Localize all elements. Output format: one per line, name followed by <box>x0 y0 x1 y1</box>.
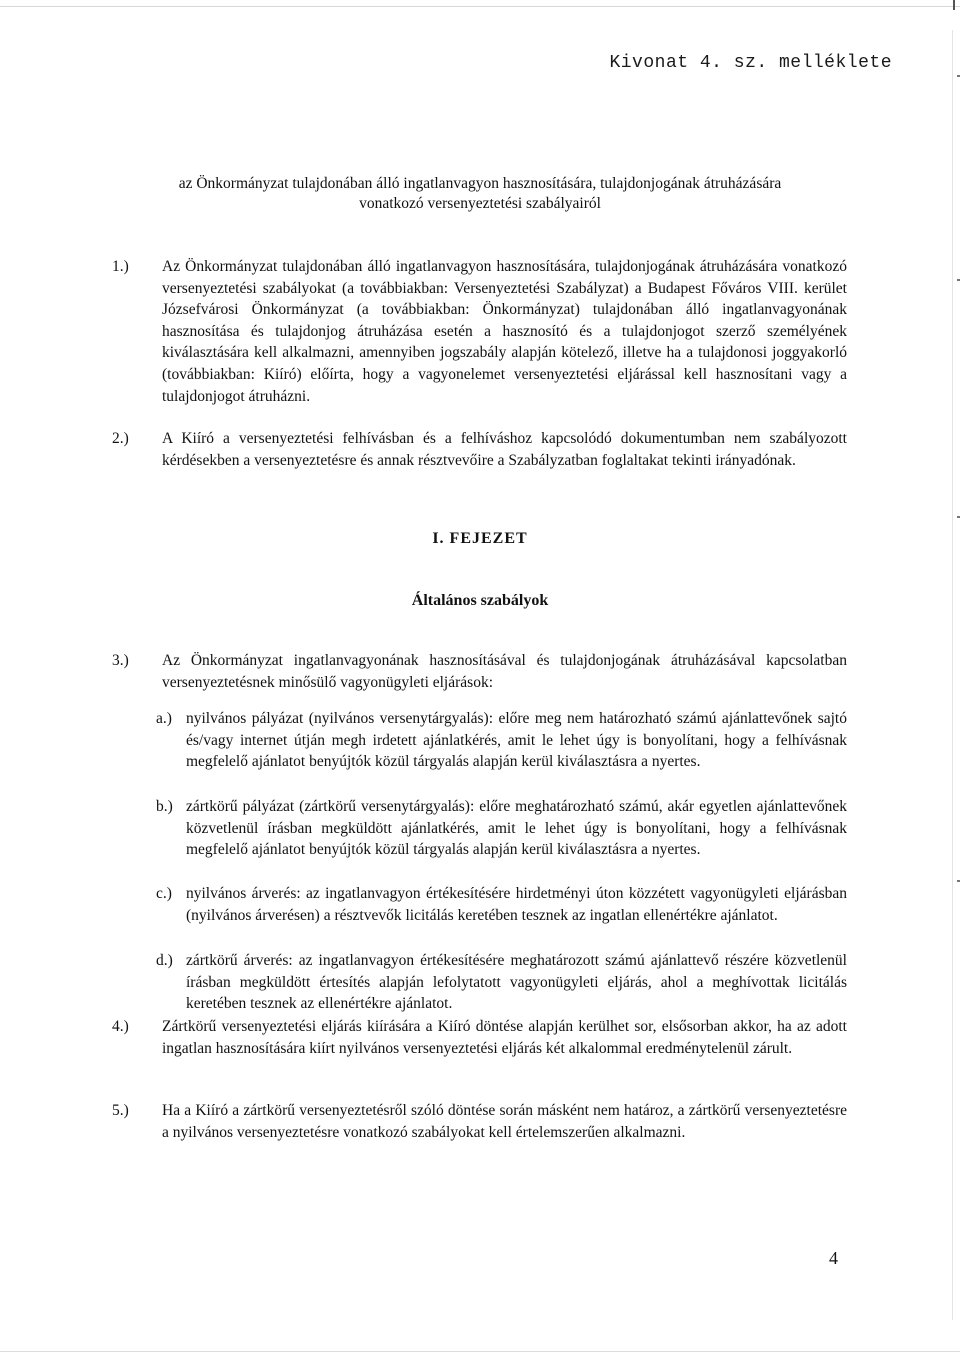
scan-edge-right <box>952 30 953 1320</box>
list-item-label: b.) <box>156 798 173 815</box>
section-text: Zártkörű versenyeztetési eljárás kiírására a Kiíró döntése alapján kerülhet sor, elsősorban akkor, ha az adott ingatlan hasznosítására kiírt nyilvános versenyeztetési eljárás két alkalommal eredménytelenül zárult. <box>162 1018 847 1057</box>
section-number: 3.) <box>112 652 129 669</box>
list-item-text: zártkörű árverés: az ingatlanvagyon értékesítésére meghatározott számú ajánlattevő részére közvetlenül írásban megküldött értesítés alapján lefolytatott vagyonügyleti eljárás, ahol a meghívottak licitálás keretében tesznek az ellenértékre ajánlatot. <box>186 952 847 1013</box>
scan-edge-bottom <box>0 1351 960 1352</box>
list-item-text: nyilvános pályázat (nyilvános versenytárgyalás): előre meg nem határozható számú ajánlattevőnek sajtó és/vagy internet útján megh irdetett ajánlatkérés, amit le lehet úgy is bonyolítani, hogy a felhívásnak megfelelő ajánlatot benyújtók közül tárgyalás alapján kerül kiválasztásra a nyertes. <box>186 710 847 771</box>
section-text: Az Önkormányzat tulajdonában álló ingatlanvagyon hasznosítására, tulajdonjogának átruházására vonatkozó versenyeztetési szabályokat (a továbbiakban: Versenyeztetési Szabályzat) a Budapest Főváros VIII. kerület Józsefvárosi Önkormányzat (a továbbiakban: Önkormányzat) tulajdonában álló ingatlanvagyonának hasznosítása és tulajdonjog átruházása esetén a hasznosító és a tulajdonjogot szerző személyének kiválasztására kell alkalmazni, amennyiben jogszabály alapján kötelező, illetve ha a tulajdonosi joggyakorló (továbbiakban: Kiíró) előírta, hogy a vagyonelemet versenyeztetési eljárással kell hasznosítani vagy a tulajdonjogot átruházni. <box>162 258 847 405</box>
document-title <box>120 174 840 214</box>
document-title-line: az Önkormányzat tulajdonában álló ingatlanvagyon hasznosítására, tulajdonjogának átruházására <box>178 175 782 192</box>
page-number: 4 <box>829 1248 838 1268</box>
chapter-title: Általános szabályok <box>411 592 549 609</box>
section-number: 5.) <box>112 1102 129 1119</box>
annex-label: Kivonat 4. sz. melléklete <box>609 53 892 73</box>
section-number: 1.) <box>112 258 129 275</box>
section-text: A Kiíró a versenyeztetési felhívásban és a felhíváshoz kapcsolódó dokumentumban nem szabályozott kérdésekben a versenyeztetésre és annak résztvevőire a Szabályzatban foglaltakat tekinti irányadónak. <box>162 430 847 469</box>
list-item-text: zártkörű pályázat (zártkörű versenytárgyalás): előre meghatározható számú, akár egyetlen ajánlattevőnek közvetlenül írásban megküldött ajánlatkérés, amit le lehet úgy is bonyolítani, hogy a felhívásnak megfelelő ajánlatot benyújtók közül tárgyalás alapján kerül kiválasztásra a nyertes. <box>186 798 847 859</box>
chapter-number: I. FEJEZET <box>432 530 528 547</box>
section-number: 2.) <box>112 430 129 447</box>
section-text: Ha a Kiíró a zártkörű versenyeztetésről szóló döntése során másként nem határoz, a zártkörű versenyeztetésre a nyilvános versenyeztetésre vonatkozó szabályokat kell értelemszerűen alkalmazni. <box>162 1102 847 1141</box>
list-item-text: nyilvános árverés: az ingatlanvagyon értékesítésére hirdetményi úton közzétett vagyonügyleti eljárásban (nyilvános árverésen) a résztvevők licitálás keretében tesznek az ingatlan ellenértékre ajánlatot. <box>186 885 847 924</box>
list-item-label: a.) <box>156 710 172 727</box>
scan-edge-mark <box>953 0 955 10</box>
list-item-label: d.) <box>156 952 173 969</box>
document-title-line: vonatkozó versenyeztetési szabályairól <box>359 195 601 212</box>
section-text: Az Önkormányzat ingatlanvagyonának hasznosításával és tulajdonjogának átruházásával kapcsolatban versenyeztetésnek minősülő vagyonügyleti eljárások: <box>162 652 847 691</box>
list-item-label: c.) <box>156 885 172 902</box>
scan-edge-top <box>0 6 960 7</box>
section-number: 4.) <box>112 1018 129 1035</box>
